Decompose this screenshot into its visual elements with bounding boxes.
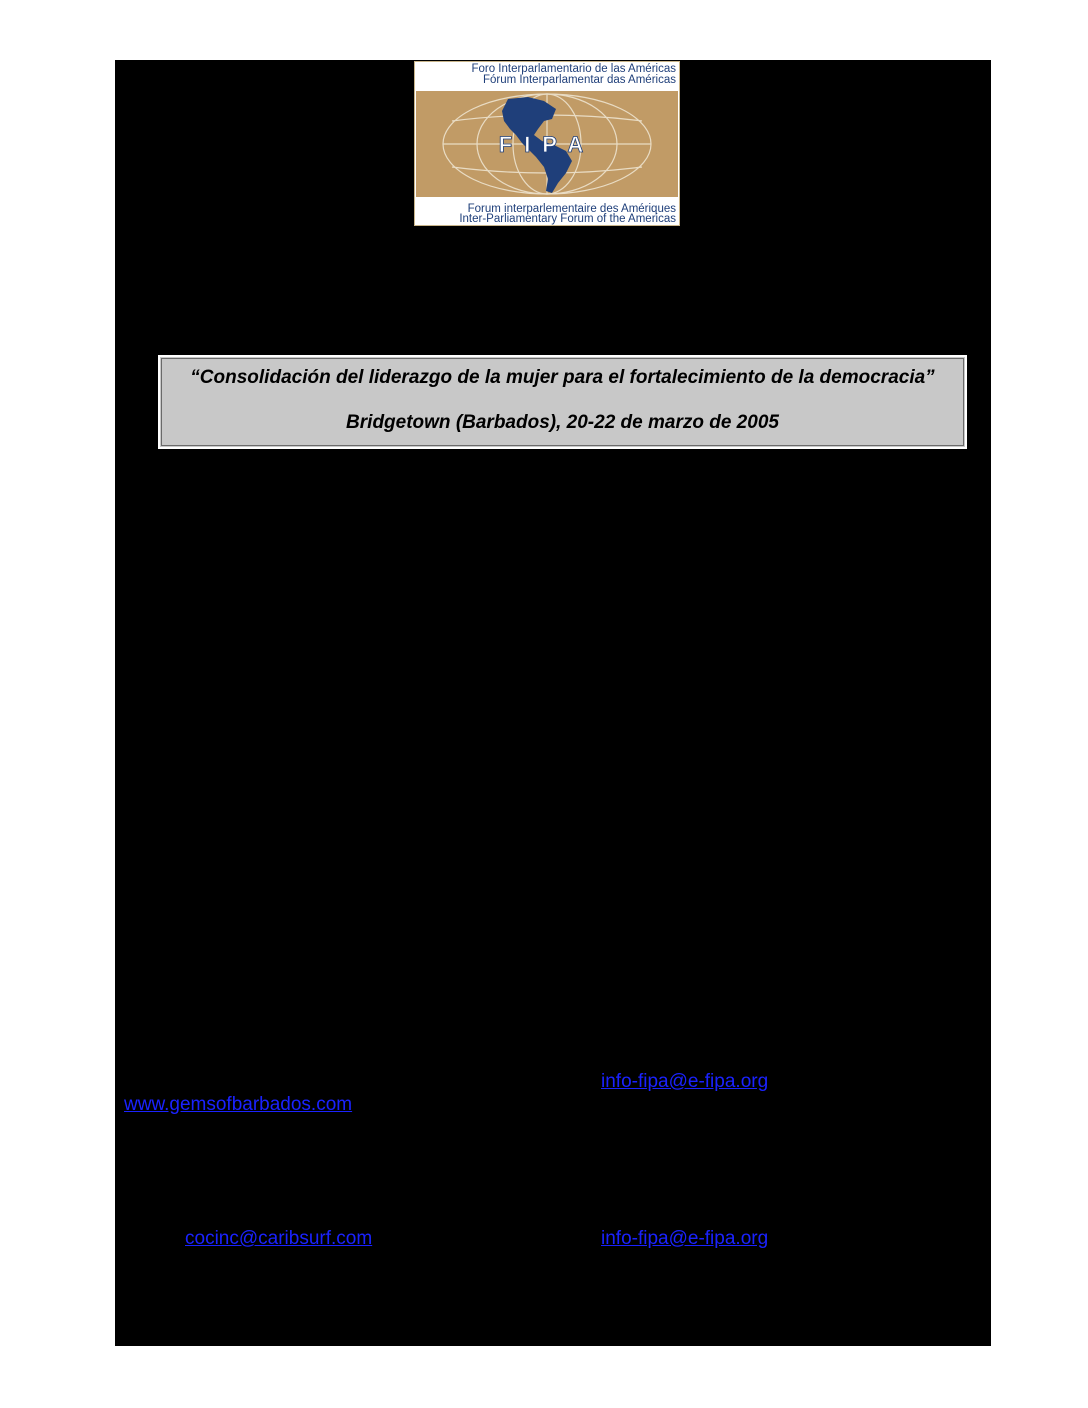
logo-line-french: Forum interparlementaire des Amériques	[467, 203, 676, 215]
event-title-box	[158, 355, 967, 449]
document-page	[115, 60, 991, 1346]
event-location-date: Bridgetown (Barbados), 20-22 de marzo de 2005	[346, 412, 779, 433]
globe-map-icon	[416, 91, 678, 197]
logo-line-spanish: Foro Interparlamentario de las Américas	[471, 63, 676, 75]
logo-globe-band	[416, 91, 678, 197]
logo-acronym: FIPA	[498, 132, 596, 157]
email-link-caribsurf[interactable]: cocinc@caribsurf.com	[185, 1228, 373, 1249]
email-link-fipa[interactable]: info-fipa@e-fipa.org	[601, 1071, 769, 1092]
website-link-barbados[interactable]: www.gemsofbarbados.com	[124, 1094, 353, 1115]
event-theme: “Consolidación del liderazgo de la mujer para el fortalecimiento de la democracia”	[190, 367, 935, 388]
logo-line-portuguese: Fórum Interparlamentar das Américas	[482, 74, 676, 86]
logo-line-english: Inter-Parliamentary Forum of the Americas	[459, 213, 676, 225]
email-link-fipa-2[interactable]: info-fipa@e-fipa.org	[601, 1228, 769, 1249]
fipa-logo	[414, 61, 680, 226]
